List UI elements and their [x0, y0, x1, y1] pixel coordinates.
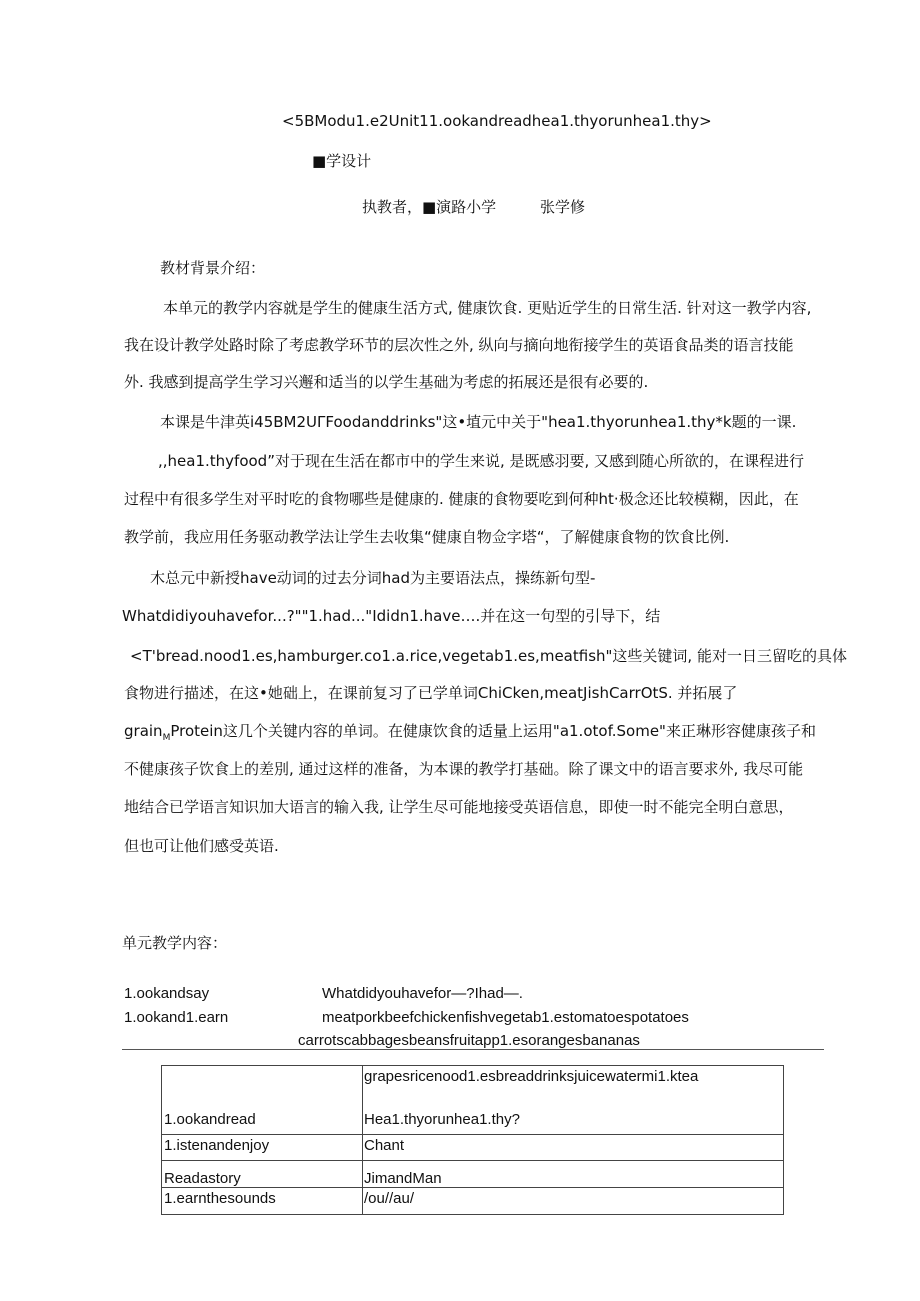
table-cell-content: /ou//au/	[364, 1190, 415, 1207]
paragraph-line: 过程中有很多学生对平时吃的食物哪些是健康的. 健康的食物要吃到何种ht·极念还比较模糊，因此，在	[124, 490, 799, 508]
table-cell-label: 1.istenandenjoy	[164, 1137, 270, 1154]
unit-heading: 单元教学内容：	[122, 934, 228, 952]
table-cell-label: Readastory	[164, 1170, 241, 1187]
table-border-right	[783, 1065, 784, 1215]
paragraph-line: 本课是牛津英i45BM2UΓFoodanddrinks"这•埴元中关于"hea1.thyorunhea1.thy*k题的一课.	[160, 413, 797, 431]
table-cell-content: Chant	[364, 1137, 405, 1154]
table-cell-label: 1.earnthesounds	[164, 1190, 276, 1207]
paragraph-line: 但也可让他们感受英语.	[124, 837, 279, 855]
unit-row-content: Whatdidyouhavefor—?Ihad—.	[322, 985, 523, 1002]
grain-word: grain	[124, 722, 163, 740]
document-subtitle: ■学设计	[312, 152, 372, 170]
paragraph-line: Whatdidiyouhavefor...?""1.had..."Ididn1.have….并在这一句型的引导下，结	[122, 607, 661, 625]
table-border-bottom	[161, 1214, 784, 1215]
paragraph-line-text: 这几个关键内容的单词。在健康饮食的适量上运用"a1.otof.Some"来正琳形容健康孩子和	[222, 722, 816, 740]
paragraph-line: 本单元的教学内容就是学生的健康生活方式, 健康饮食. 更贴近学生的日常生活. 针对这一教学内容,	[163, 299, 812, 317]
paragraph-line: 外. 我感到提高学生学习兴邂和适当的以学生基础为考虑的拓展还是很有必要的.	[124, 373, 649, 391]
horizontal-rule	[122, 1049, 824, 1050]
background-heading: 教材背景介绍：	[160, 259, 266, 277]
paragraph-line: 木总元中新授have动词的过去分词had为主要语法点，操练新句型-	[150, 569, 596, 587]
table-row-divider	[161, 1134, 784, 1135]
paragraph-line: 地结合已学语言知识加大语言的输入我, 让学生尽可能地接受英语信息，即使一时不能完全明白意思，	[124, 798, 794, 816]
paragraph-line: 食物进行描述，在这•她础上，在课前复习了已学单词ChiCken,meatJishCarrOtS. 并拓展了	[124, 684, 738, 702]
table-row-divider	[161, 1187, 784, 1188]
table-row-divider	[161, 1160, 784, 1161]
paragraph-line: ,,hea1.thyfood”对于现在生活在都市中的学生来说, 是既感羽要, 又感到随心所欲的，在课程进行	[158, 452, 805, 470]
table-border-left	[161, 1065, 162, 1215]
author-name: 张学修	[540, 198, 586, 216]
paragraph-line-grain	[124, 722, 816, 747]
unit-row-label: 1.ookand1.earn	[124, 1009, 229, 1026]
table-border-middle	[362, 1065, 363, 1215]
paragraph-line: 不健康孩子饮食上的差別, 通过这样的准备，为本课的教学打基础。除了课文中的语言要求外, 我尽可能	[124, 760, 804, 778]
table-cell-content: JimandMan	[364, 1170, 442, 1187]
document-title: <5BModu1.e2Unit11.ookandreadhea1.thyorunhea1.thy>	[282, 112, 712, 130]
unit-continuation: carrotscabbagesbeansfruitapp1.esorangesbananas	[298, 1032, 640, 1049]
unit-row-label: 1.ookandsay	[124, 985, 210, 1002]
paragraph-line: 教学前，我应用任务驱动教学法让学生去收集“健康自物佥字塔“，了解健康食物的饮食比例.	[124, 528, 730, 546]
table-cell-label: 1.ookandread	[164, 1111, 256, 1128]
paragraph-line: 我在设计教学处路时除了考虑教学环节的层次性之外, 纵向与摘向地衔接学生的英语食品类的语言技能	[124, 336, 794, 354]
table-border-top	[161, 1065, 784, 1066]
table-cell-content: grapesricenood1.esbreaddrinksjuicewatermi1.ktea	[364, 1068, 699, 1085]
grain-subscript: M	[162, 733, 171, 743]
protein-word: Protein	[170, 722, 223, 740]
table-cell-content: Hea1.thyorunhea1.thy?	[364, 1111, 520, 1128]
unit-row-content: meatporkbeefchickenfishvegetab1.estomatoespotatoes	[322, 1009, 689, 1026]
paragraph-line: <T'bread.nood1.es,hamburger.co1.a.rice,vegetab1.es,meatfish"这些关键词, 能对一日三留吃的具体	[130, 647, 847, 665]
author-line: 执教者，■演路小学	[362, 198, 497, 216]
